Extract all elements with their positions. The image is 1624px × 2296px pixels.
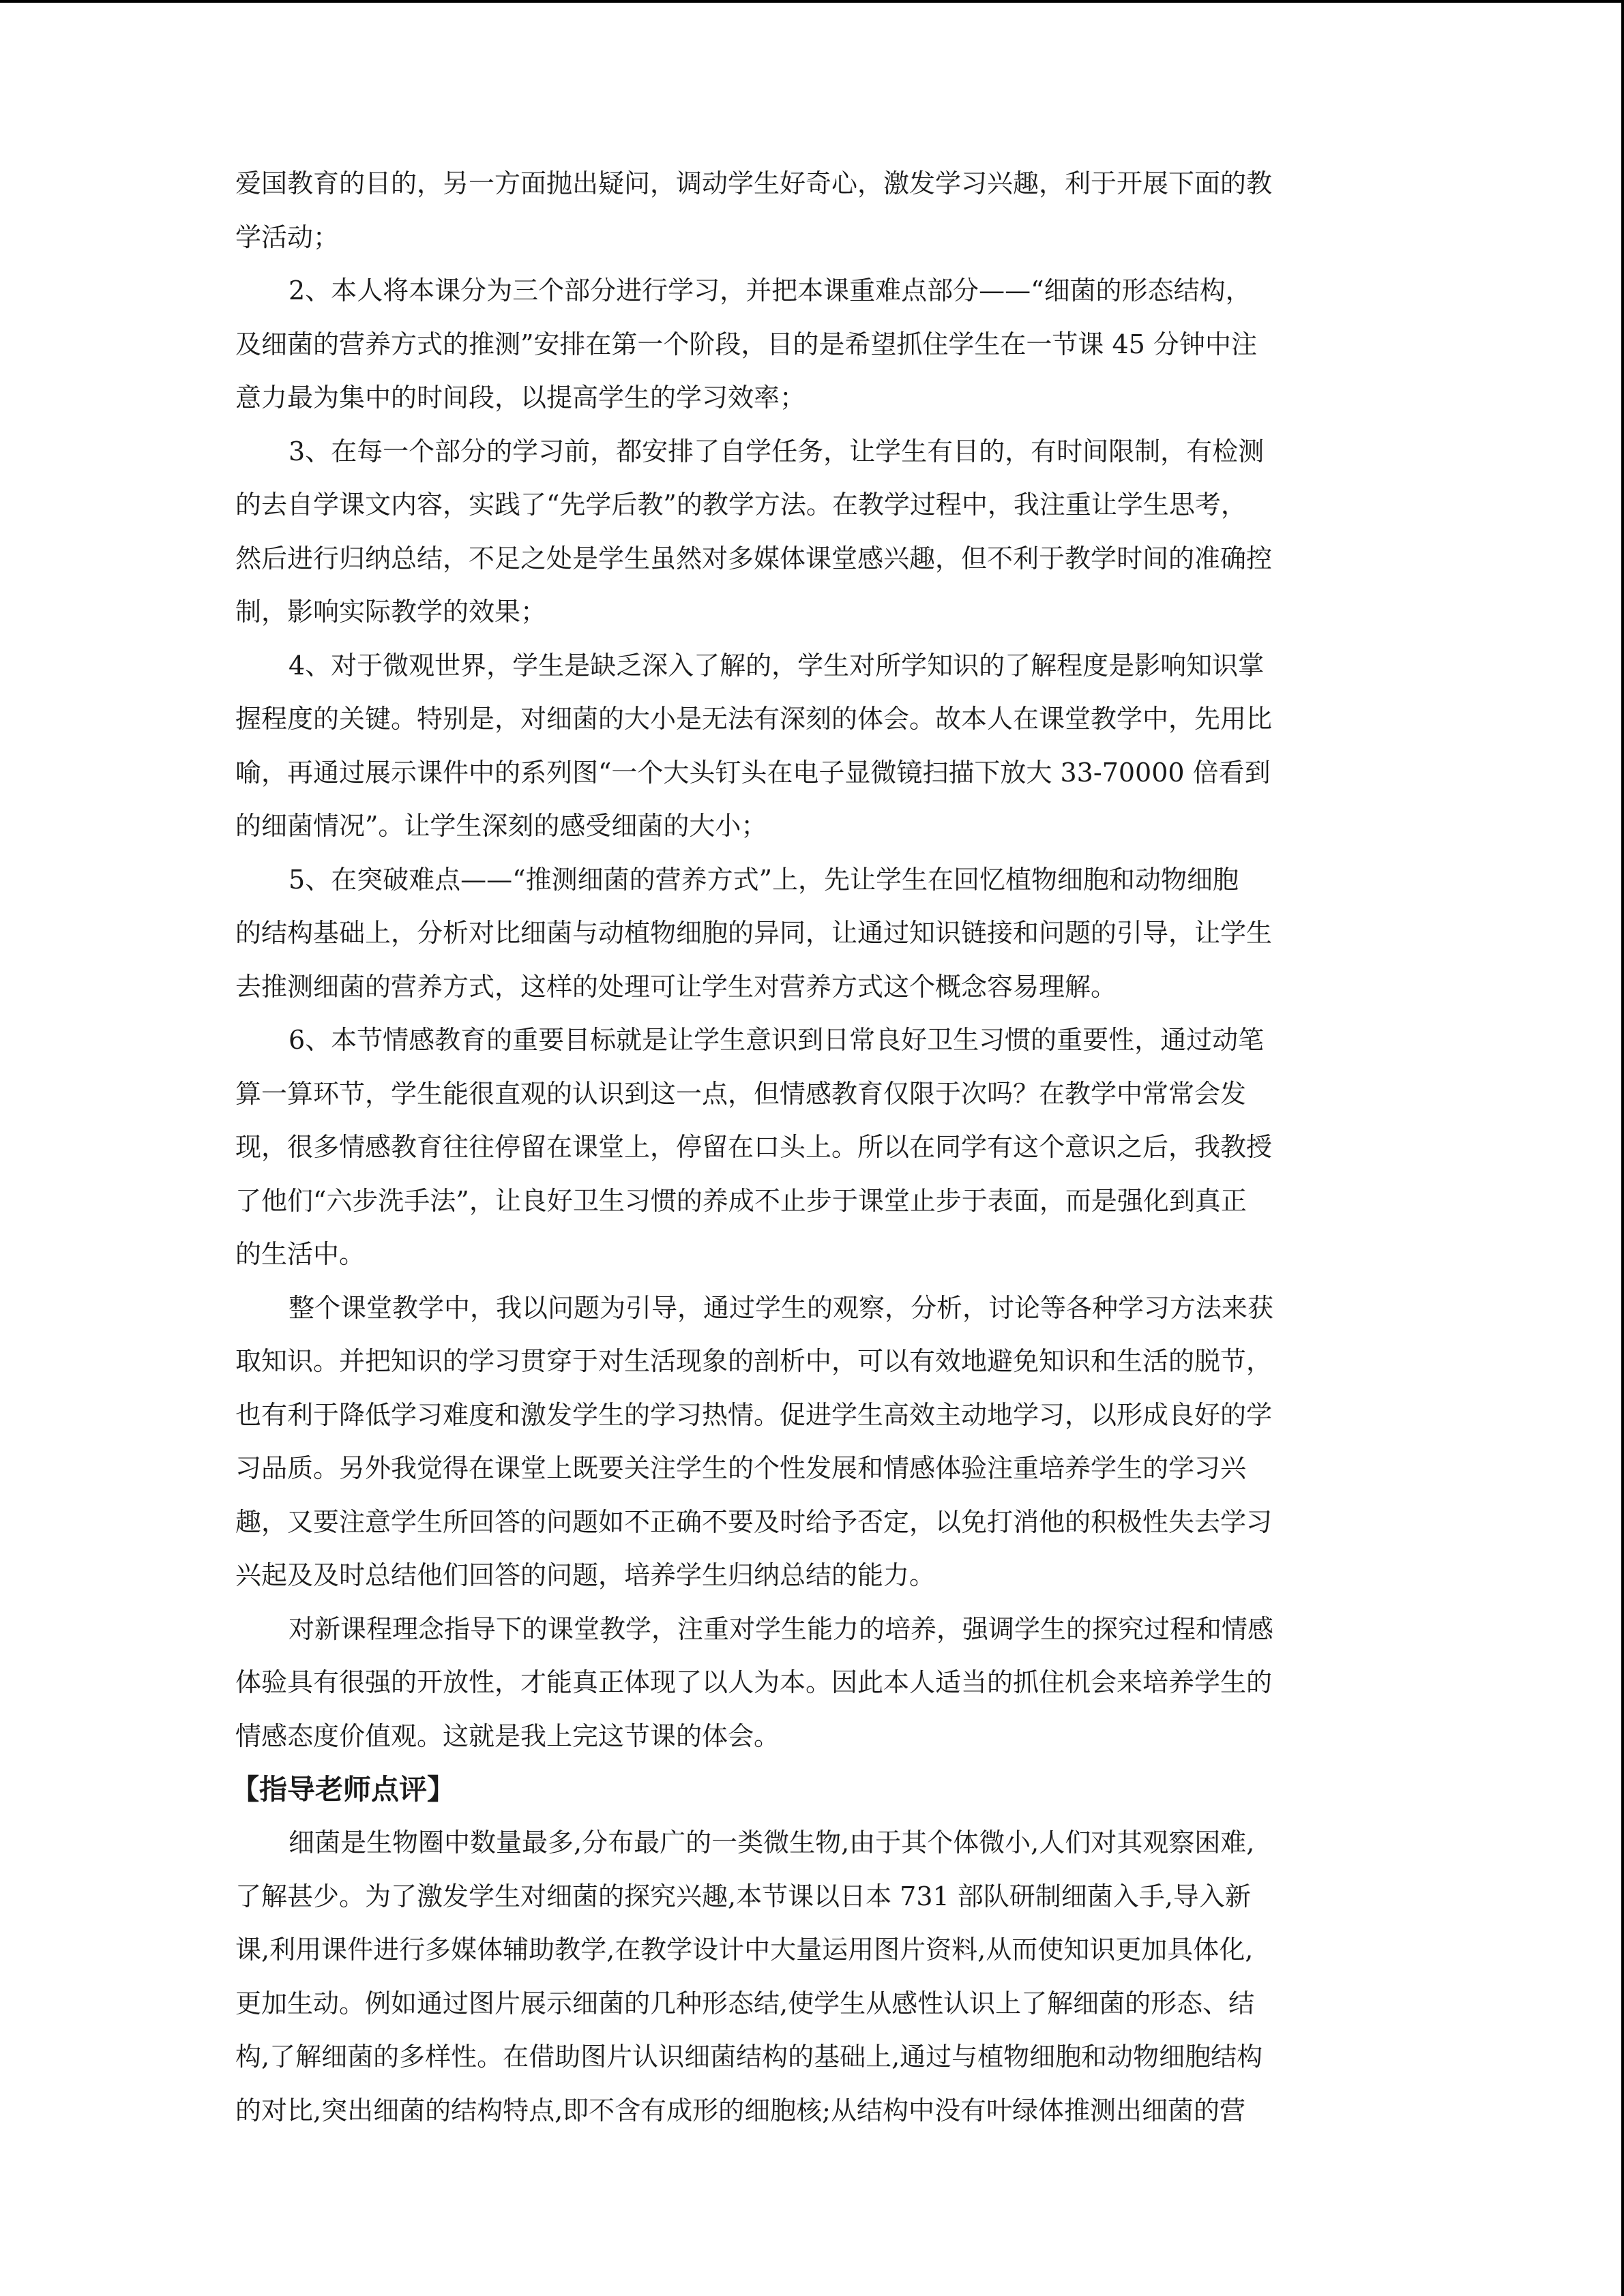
text-line: 喻，再通过展示课件中的系列图“一个大头钉头在电子显微镜扫描下放大 33-70000 倍看到 bbox=[235, 757, 1271, 788]
text-line: 更加生动。例如通过图片展示细菌的几种形态结,使学生从感性认识上了解细菌的形态、结 bbox=[235, 1988, 1255, 2018]
document-body bbox=[231, 157, 1378, 2137]
text-line: 4、对于微观世界，学生是缺乏深入了解的，学生对所学知识的了解程度是影响知识掌 bbox=[289, 650, 1265, 681]
text-line: 情感态度价值观。这就是我上完这节课的体会。 bbox=[235, 1720, 780, 1751]
text-line: 体验具有很强的开放性，才能真正体现了以人为本。因此本人适当的抓住机会来培养学生的 bbox=[235, 1667, 1273, 1697]
text-line: 5、在突破难点——“推测细菌的营养方式”上，先让学生在回忆植物细胞和动物细胞 bbox=[289, 864, 1239, 895]
text-line: 去推测细菌的营养方式，这样的处理可让学生对营养方式这个概念容易理解。 bbox=[235, 971, 1117, 1002]
text-line: 细菌是生物圈中数量最多,分布最广的一类微生物,由于其个体微小,人们对其观察困难, bbox=[289, 1828, 1255, 1858]
paragraph-2 bbox=[235, 425, 1378, 639]
section-heading: 【指导老师点评】 bbox=[231, 1773, 455, 1806]
text-line: 取知识。并把知识的学习贯穿于对生活现象的剖析中，可以有效地避免知识和生活的脱节， bbox=[235, 1346, 1273, 1376]
text-line: 6、本节情感教育的重要目标就是让学生意识到日常良好卫生习惯的重要性，通过动笔 bbox=[289, 1025, 1265, 1055]
text-line: 了他们“六步洗手法”，让良好卫生习惯的养成不止步于课堂止步于表面，而是强化到真正 bbox=[235, 1185, 1247, 1216]
text-line: 也有利于降低学习难度和激发学生的学习热情。促进学生高效主动地学习，以形成良好的学 bbox=[235, 1399, 1273, 1430]
text-line: 算一算环节，学生能很直观的认识到这一点，但情感教育仅限于次吗？在教学中常常会发 bbox=[235, 1078, 1247, 1109]
text-line: 的细菌情况”。让学生深刻的感受细菌的大小； bbox=[235, 811, 767, 841]
text-line: 对新课程理念指导下的课堂教学，注重对学生能力的培养，强调学生的探究过程和情感 bbox=[289, 1613, 1274, 1644]
text-line: 制，影响实际教学的效果； bbox=[235, 597, 547, 627]
text-line: 整个课堂教学中，我以问题为引导，通过学生的观察，分析，讨论等各种学习方法来获 bbox=[289, 1292, 1274, 1323]
text-line: 兴起及及时总结他们回答的问题，培养学生归纳总结的能力。 bbox=[235, 1560, 936, 1590]
text-line: 了解甚少。为了激发学生对细菌的探究兴趣,本节课以日本 731 部队研制细菌入手,导入新 bbox=[235, 1881, 1251, 1911]
text-line: 课,利用课件进行多媒体辅助教学,在教学设计中大量运用图片资料,从而使知识更加具体化, bbox=[235, 1935, 1254, 1965]
paragraph-7 bbox=[235, 1602, 1378, 1763]
text-line: 趣，又要注意学生所回答的问题如不正确不要及时给予否定，以免打消他的积极性失去学习 bbox=[235, 1506, 1273, 1537]
text-line: 及细菌的营养方式的推测”安排在第一个阶段，目的是希望抓住学生在一节课 45 分钟中注 bbox=[235, 329, 1257, 359]
paragraph-1 bbox=[235, 264, 1378, 425]
text-line: 爱国教育的目的，另一方面抛出疑问，调动学生好奇心，激发学习兴趣，利于开展下面的教 bbox=[235, 168, 1273, 198]
text-line: 然后进行归纳总结，不足之处是学生虽然对多媒体课堂感兴趣，但不利于教学时间的准确控 bbox=[235, 543, 1273, 573]
page-border-top bbox=[0, 0, 1624, 3]
text-line: 构,了解细菌的多样性。在借助图片认识细菌结构的基础上,通过与植物细胞和动物细胞结构 bbox=[235, 2042, 1263, 2072]
paragraph-3 bbox=[235, 639, 1378, 853]
paragraph-5 bbox=[235, 1013, 1378, 1281]
text-line: 学活动； bbox=[235, 222, 340, 252]
text-line: 现，很多情感教育往往停留在课堂上，停留在口头上。所以在同学有这个意识之后，我教授 bbox=[235, 1132, 1273, 1162]
text-line: 的去自学课文内容，实践了“先学后教”的教学方法。在教学过程中，我注重让学生思考， bbox=[235, 490, 1247, 520]
page-border-right bbox=[1621, 0, 1624, 2296]
text-line: 的结构基础上，分析对比细菌与动植物细胞的异同，让通过知识链接和问题的引导，让学生 bbox=[235, 918, 1273, 948]
text-line: 握程度的关键。特别是，对细菌的大小是无法有深刻的体会。故本人在课堂教学中，先用比 bbox=[235, 704, 1273, 734]
paragraph-0 bbox=[235, 157, 1378, 264]
text-line: 3、在每一个部分的学习前，都安排了自学任务，让学生有目的，有时间限制，有检测 bbox=[289, 436, 1265, 466]
review-paragraph bbox=[235, 1816, 1378, 2137]
paragraph-4 bbox=[235, 853, 1378, 1014]
text-line: 的对比,突出细菌的结构特点,即不含有成形的细胞核;从结构中没有叶绿体推测出细菌的营 bbox=[235, 2095, 1245, 2126]
text-line: 意力最为集中的时间段，以提高学生的学习效率； bbox=[235, 383, 806, 413]
text-line: 2、本人将本课分为三个部分进行学习，并把本课重难点部分——“细菌的形态结构， bbox=[289, 275, 1252, 305]
paragraph-6 bbox=[235, 1281, 1378, 1602]
text-line: 的生活中。 bbox=[235, 1239, 366, 1269]
text-line: 习品质。另外我觉得在课堂上既要关注学生的个性发展和情感体验注重培养学生的学习兴 bbox=[235, 1453, 1247, 1483]
